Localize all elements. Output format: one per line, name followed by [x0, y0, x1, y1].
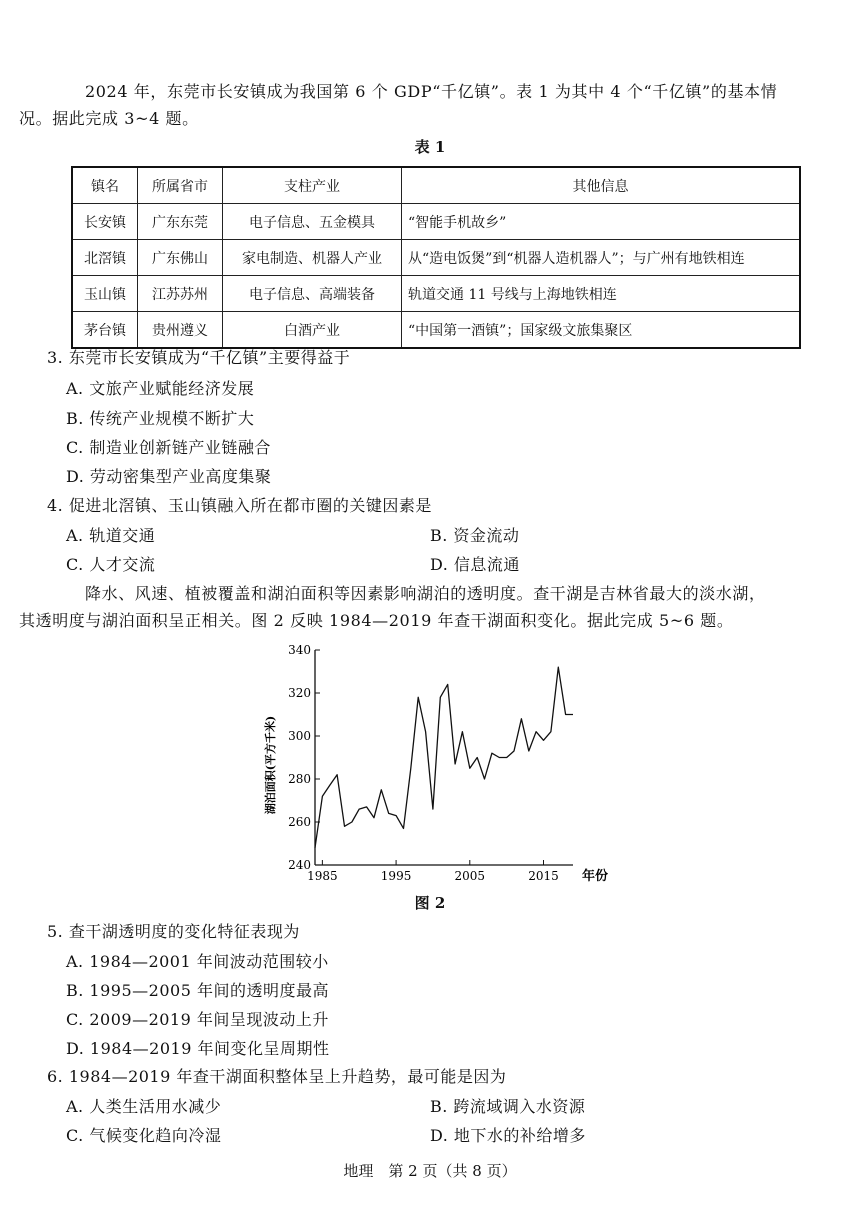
table-cell: 广东东莞: [138, 204, 223, 240]
page-footer: 地理 第 2 页（共 8 页）: [343, 1162, 517, 1180]
question-6-option-a: A. 人类生活用水减少: [66, 1097, 222, 1116]
table-caption: 表 1: [414, 138, 446, 156]
question-4-stem: 4. 促进北滘镇、玉山镇融入所在都市圈的关键因素是: [47, 496, 432, 515]
question-3-option-d: D. 劳动密集型产业高度集聚: [66, 467, 272, 486]
question-6-option-b: B. 跨流域调入水资源: [430, 1097, 586, 1116]
table-row: [72, 204, 800, 240]
header-cell: 其他信息: [402, 167, 801, 204]
question-5-stem: 5. 查干湖透明度的变化特征表现为: [47, 922, 300, 941]
intro2-line-1: 降水、风速、植被覆盖和湖泊面积等因素影响湖泊的透明度。查干湖是吉林省最大的淡水湖，: [85, 584, 766, 603]
lake-area-series-line: [315, 667, 573, 848]
question-3-stem: 3. 东莞市长安镇成为“千亿镇”主要得益于: [47, 348, 351, 367]
table-cell: “智能手机故乡”: [402, 204, 801, 240]
question-3-option-a: A. 文旅产业赋能经济发展: [66, 379, 255, 398]
y-tick-label: 240: [288, 858, 311, 872]
question-3-option-c: C. 制造业创新链产业链融合: [66, 438, 271, 457]
question-4-option-d: D. 信息流通: [430, 555, 520, 574]
header-cell: 所属省市: [138, 167, 223, 204]
table-header-row: [72, 167, 800, 204]
y-tick-label: 280: [288, 772, 311, 786]
question-5-option-c: C. 2009—2019 年间呈现波动上升: [66, 1010, 329, 1029]
intro-line-1: 2024 年，东莞市长安镇成为我国第 6 个 GDP“千亿镇”。表 1 为其中 4 个“千亿镇”的基本情: [85, 82, 778, 101]
question-5-option-b: B. 1995—2005 年间的透明度最高: [66, 981, 329, 1000]
table-row: [72, 276, 800, 312]
table-row: [72, 312, 800, 349]
table-cell: 家电制造、机器人产业: [223, 240, 402, 276]
table-cell: 从“造电饭煲”到“机器人造机器人”；与广州有地铁相连: [402, 240, 801, 276]
intro-paragraph-2: [19, 580, 830, 634]
table-cell: 江苏苏州: [138, 276, 223, 312]
table-cell: 电子信息、五金模具: [223, 204, 402, 240]
lake-area-line-chart: [260, 640, 620, 890]
question-3-option-b: B. 传统产业规模不断扩大: [66, 409, 255, 428]
table-cell: 白酒产业: [223, 312, 402, 349]
table-cell: 轨道交通 11 号线与上海地铁相连: [402, 276, 801, 312]
figure-caption: 图 2: [414, 894, 446, 912]
y-tick-label: 320: [288, 686, 311, 700]
x-tick-label: 2005: [454, 869, 486, 883]
x-axis-label: 年份: [582, 869, 609, 884]
table-cell: 广东佛山: [138, 240, 223, 276]
header-cell: 支柱产业: [223, 167, 402, 204]
table-row: [72, 240, 800, 276]
table-1: [71, 166, 801, 349]
table-cell: 长安镇: [72, 204, 138, 240]
y-axis-label: 湖泊面积(平方千米): [264, 715, 277, 815]
header-cell: 镇名: [72, 167, 138, 204]
y-tick-label: 300: [288, 729, 311, 743]
question-4-option-c: C. 人才交流: [66, 555, 156, 574]
question-4-option-a: A. 轨道交通: [66, 526, 156, 545]
x-tick-label: 1985: [307, 869, 338, 883]
question-6-option-d: D. 地下水的补给增多: [430, 1126, 586, 1145]
question-6-stem: 6. 1984—2019 年查干湖面积整体呈上升趋势，最可能是因为: [47, 1067, 507, 1086]
x-tick-label: 2015: [528, 869, 559, 883]
question-5-option-a: A. 1984—2001 年间波动范围较小: [66, 952, 329, 971]
table-cell: 电子信息、高端装备: [223, 276, 402, 312]
table-cell: 北滘镇: [72, 240, 138, 276]
intro2-line-2: 其透明度与湖泊面积呈正相关。图 2 反映 1984—2019 年查干湖面积变化。据此完成 5~6 题。: [19, 611, 734, 630]
table-cell: 贵州遵义: [138, 312, 223, 349]
table-cell: “中国第一酒镇”；国家级文旅集聚区: [402, 312, 801, 349]
question-6-option-c: C. 气候变化趋向冷湿: [66, 1126, 222, 1145]
intro-line-2: 况。据此完成 3~4 题。: [19, 109, 199, 128]
y-tick-label: 260: [288, 815, 311, 829]
question-5-option-d: D. 1984—2019 年间变化呈周期性: [66, 1039, 330, 1058]
table-cell: 茅台镇: [72, 312, 138, 349]
table-cell: 玉山镇: [72, 276, 138, 312]
intro-paragraph-1: [19, 78, 830, 132]
x-tick-label: 1995: [380, 869, 412, 883]
y-tick-label: 340: [288, 643, 311, 657]
question-4-option-b: B. 资金流动: [430, 526, 520, 545]
